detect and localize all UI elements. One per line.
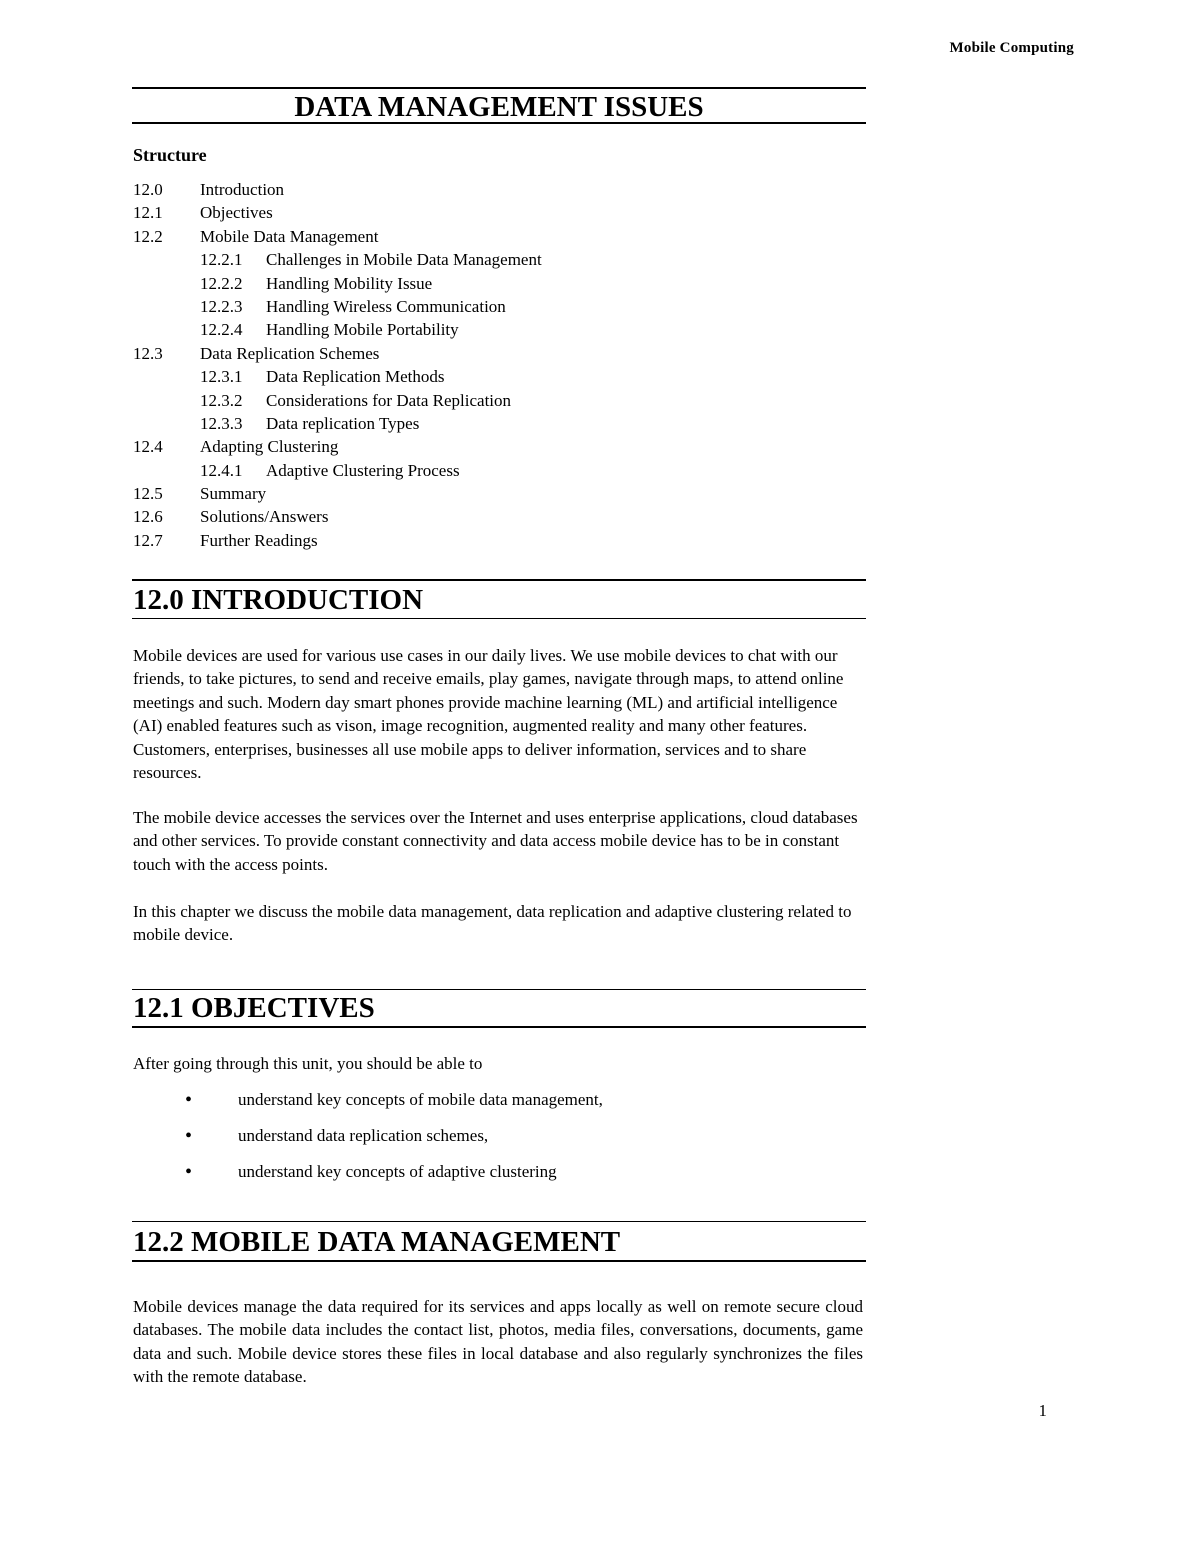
mdm-top-rule bbox=[132, 1221, 866, 1222]
toc-item-number: 12.3.2 bbox=[200, 390, 243, 410]
toc-item-number: 12.2 bbox=[133, 226, 163, 246]
toc-item-number: 12.2.4 bbox=[200, 320, 243, 340]
introduction-paragraph-1: Mobile devices are used for various use cases in our daily lives. We use mobile devices to chat with our friends, to take pictures, to send and receive emails, play games, navigate through maps, to attend online meetings and such. Modern day smart phones provide machine learning (ML) and artificial intelligence (AI) enabled features such as vison, image recognition, augmented reality and many other features. Customers, enterprises, businesses all use mobile apps to deliver information, services and to share resources. bbox=[133, 646, 844, 783]
toc-item-number: 12.0 bbox=[133, 180, 163, 199]
list-item-text: understand key concepts of adaptive clustering bbox=[238, 1162, 557, 1181]
toc-item-number: 12.2.3 bbox=[200, 296, 243, 316]
toc-item-number: 12.2.2 bbox=[200, 273, 243, 293]
introduction-heading: 12.0 INTRODUCTION bbox=[133, 584, 424, 616]
list-item-text: understand key concepts of mobile data management, bbox=[238, 1090, 603, 1109]
introduction-bottom-rule bbox=[132, 618, 866, 619]
structure-label: Structure bbox=[133, 145, 207, 165]
toc-item-label: Data Replication Methods bbox=[266, 367, 445, 387]
bullet-icon: • bbox=[185, 1125, 193, 1147]
toc-item-label: Handling Mobile Portability bbox=[266, 320, 459, 340]
toc-item-number: 12.7 bbox=[133, 530, 163, 550]
objectives-intro: After going through this unit, you should be able to bbox=[133, 1054, 483, 1073]
toc-item-number: 12.3.3 bbox=[200, 413, 243, 433]
toc-item-number: 12.3 bbox=[133, 343, 163, 363]
toc-item-number: 12.6 bbox=[133, 507, 163, 527]
objectives-bottom-rule bbox=[132, 1026, 866, 1028]
toc-item-label: Adapting Clustering bbox=[200, 437, 339, 457]
title-top-rule bbox=[132, 87, 866, 89]
toc-item-label: Introduction bbox=[200, 180, 285, 199]
running-header: Mobile Computing bbox=[949, 40, 1074, 56]
list-item-text: understand data replication schemes, bbox=[238, 1126, 489, 1145]
toc-item-number: 12.1 bbox=[133, 203, 163, 223]
toc-item-number: 12.5 bbox=[133, 484, 163, 504]
introduction-paragraph-2: The mobile device accesses the services over the Internet and uses enterprise applications, cloud databases and other services. To provide constant connectivity and data access mobile device has to be in constant touch with the access points. bbox=[133, 808, 858, 874]
toc-item-number: 12.4 bbox=[133, 437, 163, 457]
toc-item-label: Further Readings bbox=[200, 530, 318, 550]
introduction-top-rule bbox=[132, 579, 866, 581]
document-title: DATA MANAGEMENT ISSUES bbox=[294, 91, 704, 123]
mobile-data-management-heading: 12.2 MOBILE DATA MANAGEMENT bbox=[133, 1226, 621, 1258]
toc-item-label: Handling Wireless Communication bbox=[266, 296, 506, 316]
toc-item-number: 12.4.1 bbox=[200, 460, 243, 480]
mdm-bottom-rule bbox=[132, 1260, 866, 1262]
toc-item-label: Adaptive Clustering Process bbox=[266, 460, 460, 480]
toc-item-label: Data Replication Schemes bbox=[200, 343, 380, 363]
toc-item-label: Data replication Types bbox=[266, 413, 420, 433]
toc-item-label: Challenges in Mobile Data Management bbox=[266, 250, 542, 270]
toc-item-label: Objectives bbox=[200, 203, 273, 223]
page-number: 1 bbox=[1038, 1401, 1047, 1420]
toc-item-label: Handling Mobility Issue bbox=[266, 273, 433, 293]
toc-item-label: Mobile Data Management bbox=[200, 226, 379, 246]
title-bottom-rule bbox=[132, 122, 866, 124]
introduction-paragraph-3: In this chapter we discuss the mobile data management, data replication and adaptive clustering related to mobile device. bbox=[133, 902, 852, 945]
toc-item-label: Considerations for Data Replication bbox=[266, 390, 512, 410]
bullet-icon: • bbox=[185, 1161, 193, 1183]
toc-item-number: 12.3.1 bbox=[200, 367, 243, 387]
toc-item-label: Solutions/Answers bbox=[200, 507, 329, 527]
bullet-icon: • bbox=[185, 1089, 193, 1111]
toc-item-label: Summary bbox=[200, 484, 267, 504]
objectives-top-rule bbox=[132, 989, 866, 990]
toc-item-number: 12.2.1 bbox=[200, 250, 243, 270]
objectives-heading: 12.1 OBJECTIVES bbox=[133, 992, 375, 1024]
mobile-data-management-paragraph: Mobile devices manage the data required for its services and apps locally as well on remote secure cloud databases. The mobile data includes the contact list, photos, media files, conversations, documents, game data and such. Mobile device stores these files in local database and also regularly synchronizes the files with the remote database. bbox=[133, 1297, 863, 1387]
